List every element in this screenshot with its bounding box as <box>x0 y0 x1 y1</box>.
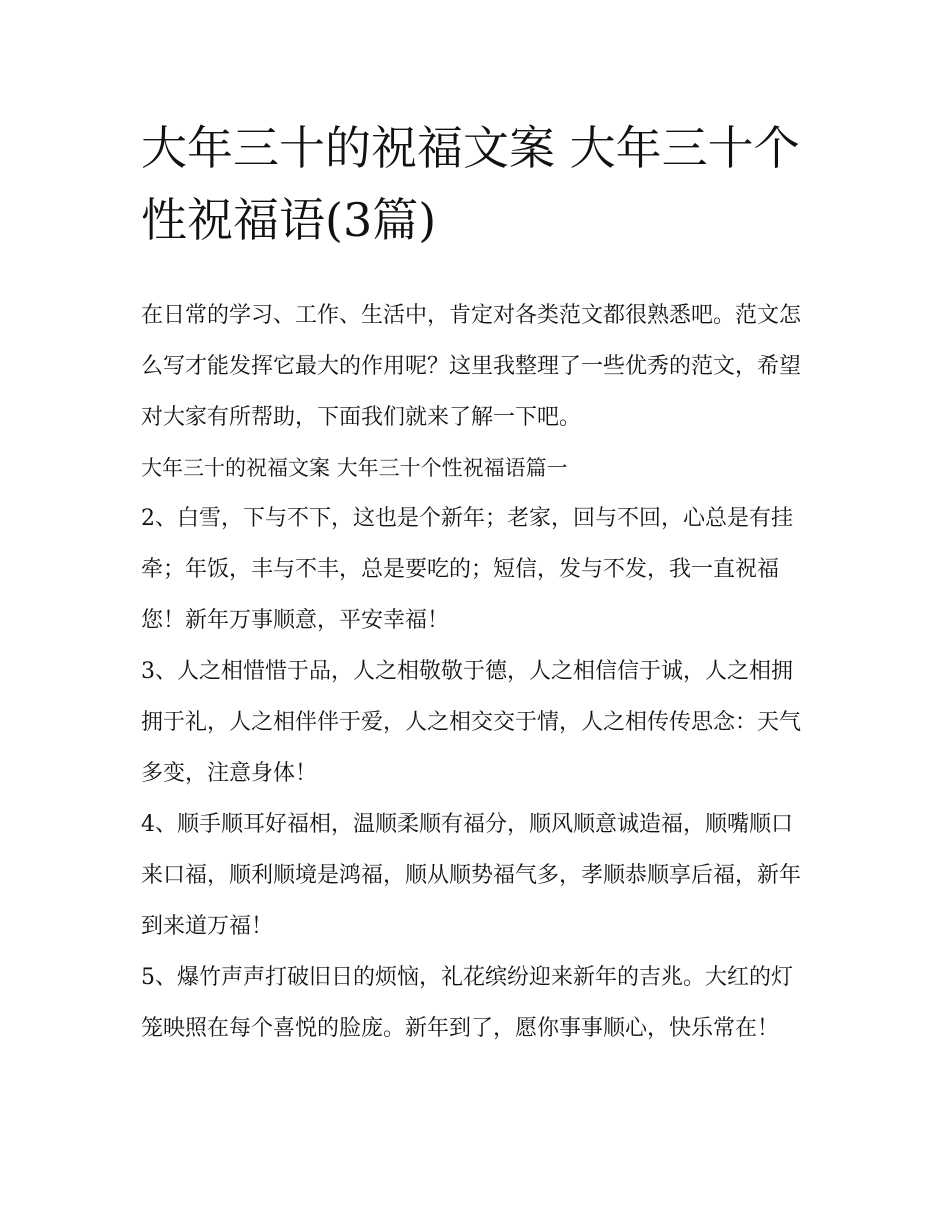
intro-paragraph: 在日常的学习、工作、生活中，肯定对各类范文都很熟悉吧。范文怎么写才能发挥它最大的作用呢？这里我整理了一些优秀的范文，希望对大家有所帮助，下面我们就来了解一下吧。 <box>141 303 802 430</box>
paragraph-item: 2、白雪，下与不下，这也是个新年；老家，回与不回，心总是有挂牵；年饭，丰与不丰，总是要吃的；短信，发与不发，我一直祝福您！新年万事顺意，平安幸福！ <box>141 506 793 633</box>
paragraph-item: 4、顺手顺耳好福相，温顺柔顺有福分，顺风顺意诚造福，顺嘴顺口来口福，顺利顺境是鸿福，顺从顺势福气多，孝顺恭顺享后福，新年到来道万福！ <box>141 812 802 939</box>
document-page <box>141 112 811 1054</box>
paragraph-item: 5、爆竹声声打破旧日的烦恼，礼花缤纷迎来新年的吉兆。大红的灯笼映照在每个喜悦的脸庞。新年到了，愿你事事顺心，快乐常在！ <box>141 965 793 1041</box>
document-title: 大年三十的祝福文案 大年三十个性祝福语(3篇) <box>141 121 800 247</box>
paragraph-item: 3、人之相惜惜于品，人之相敬敬于德，人之相信信于诚，人之相拥拥于礼，人之相伴伴于爱，人之相交交于情，人之相传传思念：天气多变，注意身体！ <box>141 659 802 786</box>
section-heading: 大年三十的祝福文案 大年三十个性祝福语篇一 <box>141 456 568 480</box>
document-body <box>141 290 811 1054</box>
